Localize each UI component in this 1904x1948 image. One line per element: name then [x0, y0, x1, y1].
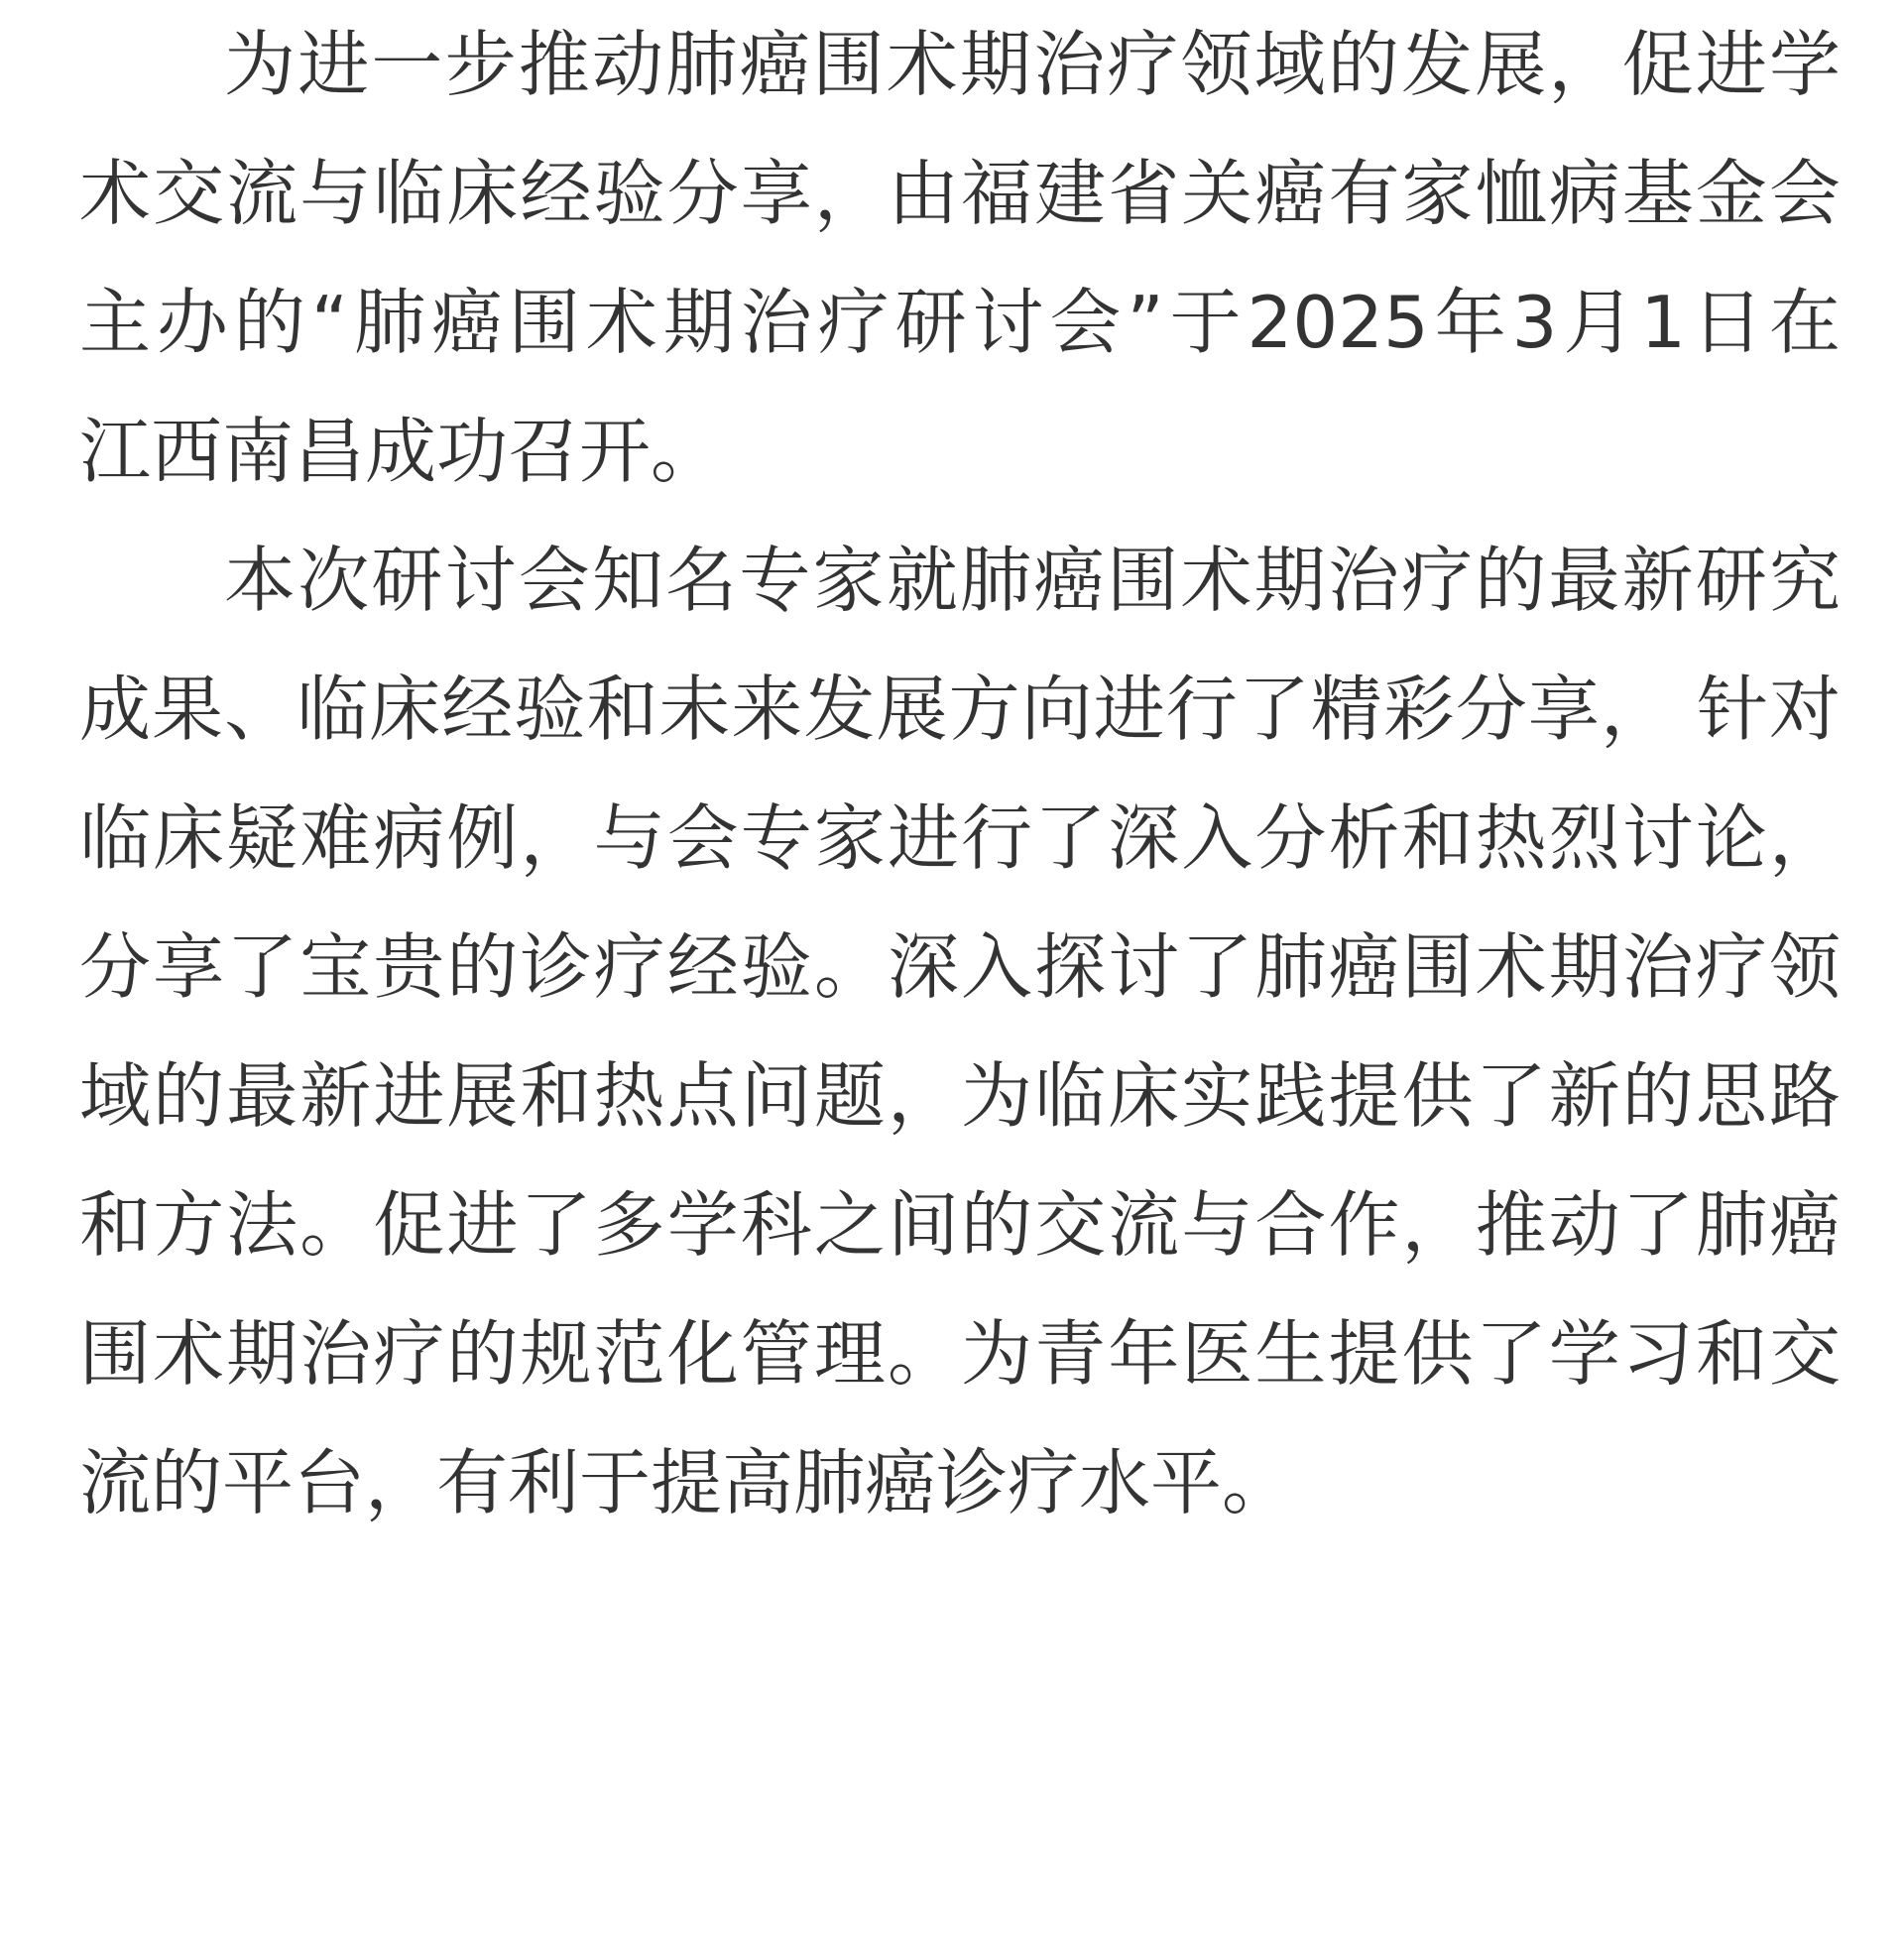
text-line: 域的最新进展和热点问题，为临床实践提供了新的思路	[79, 1054, 1841, 1138]
text-line: 临床疑难病例，与会专家进行了深入分析和热烈讨论，	[79, 796, 1841, 880]
text-line: 和方法。促进了多学科之间的交流与合作，推动了肺癌	[79, 1183, 1841, 1267]
text-line: 成果、临床经验和未来发展方向进行了精彩分享， 针对	[79, 668, 1841, 751]
paragraph-details	[79, 516, 1841, 1547]
text-line: 术交流与临床经验分享，由福建省关癌有家恤病基金会	[79, 152, 1841, 235]
paragraph-intro	[79, 0, 1841, 516]
text-line: 围术期治疗的规范化管理。为青年医生提供了学习和交	[79, 1312, 1841, 1396]
text-line: 江西南昌成功召开。	[79, 410, 723, 493]
text-line: 流的平台，有利于提高肺癌诊疗水平。	[79, 1441, 1294, 1524]
text-line: 分享了宝贵的诊疗经验。深入探讨了肺癌围术期治疗领	[79, 925, 1841, 1009]
article-body	[79, 0, 1841, 1547]
text-line: 主办的“肺癌围术期治疗研讨会”于2025年3月1日在	[79, 281, 1841, 364]
text-line: 为进一步推动肺癌围术期治疗领域的发展，促进学	[224, 23, 1841, 106]
text-line: 本次研讨会知名专家就肺癌围术期治疗的最新研究	[224, 539, 1841, 622]
